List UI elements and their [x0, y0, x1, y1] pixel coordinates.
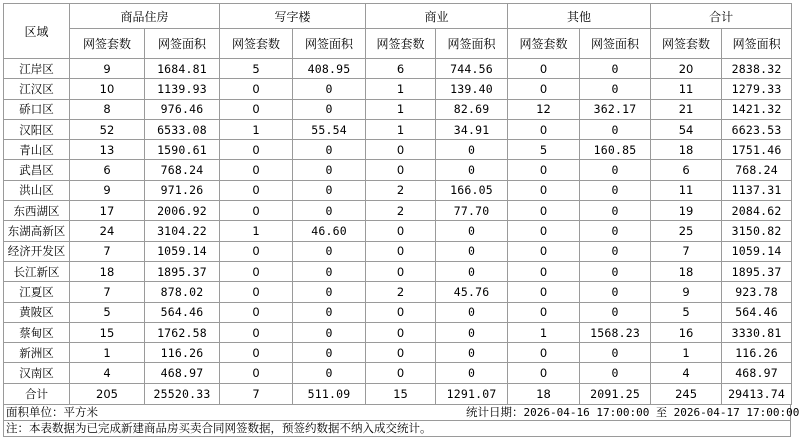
- cell-residential-area: 1895.37: [145, 261, 220, 281]
- stat-date: [466, 405, 799, 420]
- cell-total-area: 3330.81: [722, 322, 792, 342]
- cell-total-area: 3150.82: [722, 221, 792, 241]
- table-row: [4, 180, 792, 200]
- cell-commercial-area: 0: [436, 140, 508, 160]
- cell-office-count: 0: [220, 180, 293, 200]
- cell-other-area: 0: [580, 201, 651, 221]
- cell-commercial-area: 77.70: [436, 201, 508, 221]
- cell-total-area: 1895.37: [722, 261, 792, 281]
- district-name: 江汉区: [4, 79, 70, 99]
- group-header-residential: 商品住房: [70, 4, 220, 29]
- cell-other-area: 160.85: [580, 140, 651, 160]
- cell-commercial-area: 0: [436, 261, 508, 281]
- cell-office-area: 0: [293, 363, 366, 383]
- cell-residential-area: 768.24: [145, 160, 220, 180]
- cell-office-area: 511.09: [293, 383, 366, 404]
- cell-other-count: 0: [508, 302, 580, 322]
- cell-residential-area: 468.97: [145, 363, 220, 383]
- cell-office-area: 0: [293, 241, 366, 261]
- cell-office-count: 0: [220, 302, 293, 322]
- cell-residential-count: 24: [70, 221, 145, 241]
- total-row: [4, 383, 792, 404]
- sub-header-count: 网签套数: [220, 29, 293, 59]
- cell-residential-count: 7: [70, 282, 145, 302]
- district-name: 长江新区: [4, 261, 70, 281]
- cell-residential-area: 116.26: [145, 343, 220, 363]
- cell-other-area: 0: [580, 302, 651, 322]
- cell-residential-area: 971.26: [145, 180, 220, 200]
- cell-office-count: 0: [220, 201, 293, 221]
- table-row: [4, 343, 792, 363]
- cell-office-area: 0: [293, 343, 366, 363]
- cell-commercial-area: 0: [436, 363, 508, 383]
- table-row: [4, 261, 792, 281]
- sub-header-area: 网签面积: [436, 29, 508, 59]
- cell-office-count: 0: [220, 282, 293, 302]
- cell-other-area: 362.17: [580, 99, 651, 119]
- cell-residential-count: 13: [70, 140, 145, 160]
- cell-residential-count: 205: [70, 383, 145, 404]
- cell-commercial-count: 2: [366, 201, 436, 221]
- cell-office-count: 0: [220, 261, 293, 281]
- cell-commercial-area: 1291.07: [436, 383, 508, 404]
- cell-total-area: 768.24: [722, 160, 792, 180]
- cell-total-area: 116.26: [722, 343, 792, 363]
- cell-other-area: 0: [580, 343, 651, 363]
- table-row: [4, 119, 792, 139]
- cell-other-count: 0: [508, 363, 580, 383]
- cell-commercial-count: 0: [366, 322, 436, 342]
- cell-total-count: 6: [651, 160, 722, 180]
- cell-total-count: 21: [651, 99, 722, 119]
- district-name: 黄陂区: [4, 302, 70, 322]
- cell-total-count: 18: [651, 261, 722, 281]
- cell-commercial-count: 0: [366, 302, 436, 322]
- cell-residential-area: 2006.92: [145, 201, 220, 221]
- cell-other-count: 0: [508, 201, 580, 221]
- note-row: [3, 421, 791, 437]
- cell-other-count: 0: [508, 261, 580, 281]
- unit-row: [3, 404, 800, 421]
- area-unit-label: 面积单位：平方米: [6, 404, 98, 419]
- cell-commercial-count: 0: [366, 343, 436, 363]
- district-name: 汉南区: [4, 363, 70, 383]
- cell-total-count: 5: [651, 302, 722, 322]
- cell-residential-count: 17: [70, 201, 145, 221]
- cell-total-area: 29413.74: [722, 383, 792, 404]
- cell-commercial-area: 0: [436, 221, 508, 241]
- cell-total-area: 1421.32: [722, 99, 792, 119]
- cell-other-count: 0: [508, 160, 580, 180]
- table-body: [4, 59, 792, 405]
- cell-residential-count: 18: [70, 261, 145, 281]
- cell-office-count: 7: [220, 383, 293, 404]
- district-name: 东西湖区: [4, 201, 70, 221]
- cell-residential-count: 6: [70, 160, 145, 180]
- cell-office-count: 0: [220, 160, 293, 180]
- cell-other-area: 0: [580, 363, 651, 383]
- cell-residential-area: 878.02: [145, 282, 220, 302]
- cell-other-area: 2091.25: [580, 383, 651, 404]
- cell-office-area: 0: [293, 160, 366, 180]
- stat-date-range: 2026-04-16 17:00:00 至 2026-04-17 17:00:00: [523, 405, 800, 419]
- cell-office-count: 1: [220, 119, 293, 139]
- district-name: 经济开发区: [4, 241, 70, 261]
- cell-other-count: 5: [508, 140, 580, 160]
- cell-commercial-area: 45.76: [436, 282, 508, 302]
- cell-commercial-count: 15: [366, 383, 436, 404]
- cell-other-area: 0: [580, 160, 651, 180]
- cell-residential-area: 1059.14: [145, 241, 220, 261]
- district-name: 洪山区: [4, 180, 70, 200]
- cell-commercial-count: 2: [366, 282, 436, 302]
- cell-office-area: 0: [293, 180, 366, 200]
- cell-commercial-area: 166.05: [436, 180, 508, 200]
- cell-office-count: 0: [220, 322, 293, 342]
- table-row: [4, 99, 792, 119]
- header-row-groups: [4, 4, 792, 29]
- district-name: 江夏区: [4, 282, 70, 302]
- sub-header-area: 网签面积: [145, 29, 220, 59]
- cell-total-count: 54: [651, 119, 722, 139]
- cell-office-area: 0: [293, 201, 366, 221]
- district-header: 区域: [4, 4, 70, 59]
- table-row: [4, 302, 792, 322]
- cell-total-area: 1751.46: [722, 140, 792, 160]
- cell-residential-count: 8: [70, 99, 145, 119]
- cell-commercial-count: 0: [366, 261, 436, 281]
- cell-total-count: 9: [651, 282, 722, 302]
- cell-commercial-count: 1: [366, 79, 436, 99]
- sub-header-count: 网签套数: [508, 29, 580, 59]
- cell-commercial-count: 6: [366, 59, 436, 79]
- table-note: 注：本表数据为已完成新建商品房买卖合同网签数据，预签约数据不纳入成交统计。: [6, 420, 432, 435]
- cell-total-area: 923.78: [722, 282, 792, 302]
- cell-residential-count: 52: [70, 119, 145, 139]
- cell-other-count: 1: [508, 322, 580, 342]
- cell-residential-area: 1139.93: [145, 79, 220, 99]
- cell-residential-area: 1762.58: [145, 322, 220, 342]
- cell-other-area: 1568.23: [580, 322, 651, 342]
- sub-header-count: 网签套数: [651, 29, 722, 59]
- cell-total-area: 468.97: [722, 363, 792, 383]
- sales-table: [3, 3, 792, 405]
- district-name: 硚口区: [4, 99, 70, 119]
- stat-date-label: 统计日期：: [466, 404, 524, 419]
- cell-other-count: 12: [508, 99, 580, 119]
- cell-commercial-area: 0: [436, 343, 508, 363]
- cell-commercial-area: 82.69: [436, 99, 508, 119]
- cell-commercial-area: 0: [436, 241, 508, 261]
- cell-total-count: 19: [651, 201, 722, 221]
- cell-office-count: 0: [220, 79, 293, 99]
- group-header-office: 写字楼: [220, 4, 366, 29]
- cell-total-area: 1137.31: [722, 180, 792, 200]
- cell-office-count: 0: [220, 241, 293, 261]
- cell-office-area: 0: [293, 302, 366, 322]
- cell-commercial-area: 0: [436, 160, 508, 180]
- cell-total-count: 245: [651, 383, 722, 404]
- cell-total-area: 2838.32: [722, 59, 792, 79]
- cell-commercial-area: 0: [436, 302, 508, 322]
- header-row-sub: [4, 29, 792, 59]
- cell-office-area: 0: [293, 140, 366, 160]
- cell-other-count: 0: [508, 119, 580, 139]
- cell-total-area: 564.46: [722, 302, 792, 322]
- cell-residential-area: 1684.81: [145, 59, 220, 79]
- cell-office-area: 408.95: [293, 59, 366, 79]
- table-row: [4, 241, 792, 261]
- cell-residential-area: 6533.08: [145, 119, 220, 139]
- cell-other-count: 0: [508, 241, 580, 261]
- cell-total-area: 1279.33: [722, 79, 792, 99]
- cell-residential-area: 976.46: [145, 99, 220, 119]
- cell-other-area: 0: [580, 180, 651, 200]
- cell-residential-count: 15: [70, 322, 145, 342]
- cell-commercial-area: 139.40: [436, 79, 508, 99]
- cell-office-area: 0: [293, 322, 366, 342]
- cell-other-area: 0: [580, 79, 651, 99]
- table-row: [4, 59, 792, 79]
- table-row: [4, 79, 792, 99]
- district-name: 江岸区: [4, 59, 70, 79]
- district-name: 新洲区: [4, 343, 70, 363]
- cell-residential-area: 3104.22: [145, 221, 220, 241]
- sub-header-count: 网签套数: [366, 29, 436, 59]
- district-name: 蔡甸区: [4, 322, 70, 342]
- group-header-commercial: 商业: [366, 4, 508, 29]
- cell-commercial-count: 0: [366, 221, 436, 241]
- cell-total-area: 6623.53: [722, 119, 792, 139]
- cell-residential-area: 25520.33: [145, 383, 220, 404]
- cell-total-count: 11: [651, 180, 722, 200]
- table-row: [4, 363, 792, 383]
- total-label: 合计: [4, 383, 70, 404]
- cell-total-count: 16: [651, 322, 722, 342]
- sub-header-count: 网签套数: [70, 29, 145, 59]
- cell-commercial-count: 0: [366, 363, 436, 383]
- district-name: 青山区: [4, 140, 70, 160]
- district-name: 东湖高新区: [4, 221, 70, 241]
- sub-header-area: 网签面积: [293, 29, 366, 59]
- cell-office-count: 5: [220, 59, 293, 79]
- cell-office-count: 0: [220, 140, 293, 160]
- cell-commercial-area: 744.56: [436, 59, 508, 79]
- table-row: [4, 221, 792, 241]
- group-header-other: 其他: [508, 4, 651, 29]
- sub-header-area: 网签面积: [722, 29, 792, 59]
- cell-total-count: 4: [651, 363, 722, 383]
- cell-total-count: 1: [651, 343, 722, 363]
- cell-commercial-area: 34.91: [436, 119, 508, 139]
- cell-office-count: 0: [220, 99, 293, 119]
- cell-other-area: 0: [580, 119, 651, 139]
- table-row: [4, 282, 792, 302]
- cell-office-area: 55.54: [293, 119, 366, 139]
- cell-commercial-count: 0: [366, 241, 436, 261]
- cell-office-area: 0: [293, 282, 366, 302]
- sub-header-area: 网签面积: [580, 29, 651, 59]
- table-row: [4, 201, 792, 221]
- cell-residential-count: 4: [70, 363, 145, 383]
- cell-commercial-count: 2: [366, 180, 436, 200]
- cell-residential-count: 9: [70, 59, 145, 79]
- cell-other-count: 0: [508, 59, 580, 79]
- cell-other-count: 0: [508, 221, 580, 241]
- table-row: [4, 160, 792, 180]
- district-name: 武昌区: [4, 160, 70, 180]
- cell-total-count: 20: [651, 59, 722, 79]
- cell-other-area: 0: [580, 221, 651, 241]
- cell-residential-count: 5: [70, 302, 145, 322]
- table-row: [4, 140, 792, 160]
- cell-total-area: 1059.14: [722, 241, 792, 261]
- cell-residential-count: 7: [70, 241, 145, 261]
- cell-office-count: 1: [220, 221, 293, 241]
- cell-other-area: 0: [580, 261, 651, 281]
- cell-office-area: 0: [293, 99, 366, 119]
- cell-residential-count: 1: [70, 343, 145, 363]
- cell-other-count: 0: [508, 343, 580, 363]
- cell-residential-count: 9: [70, 180, 145, 200]
- cell-other-area: 0: [580, 282, 651, 302]
- cell-office-area: 0: [293, 261, 366, 281]
- cell-commercial-count: 0: [366, 160, 436, 180]
- table-row: [4, 322, 792, 342]
- cell-commercial-count: 1: [366, 119, 436, 139]
- cell-other-count: 0: [508, 282, 580, 302]
- group-header-total: 合计: [651, 4, 792, 29]
- cell-commercial-count: 1: [366, 99, 436, 119]
- cell-residential-area: 564.46: [145, 302, 220, 322]
- cell-commercial-count: 0: [366, 140, 436, 160]
- cell-office-count: 0: [220, 343, 293, 363]
- cell-total-count: 7: [651, 241, 722, 261]
- sales-report-sheet: [3, 3, 800, 437]
- cell-residential-count: 10: [70, 79, 145, 99]
- cell-other-count: 0: [508, 79, 580, 99]
- cell-office-area: 0: [293, 79, 366, 99]
- cell-office-area: 46.60: [293, 221, 366, 241]
- cell-office-count: 0: [220, 363, 293, 383]
- cell-other-count: 0: [508, 180, 580, 200]
- cell-other-area: 0: [580, 59, 651, 79]
- cell-total-area: 2084.62: [722, 201, 792, 221]
- cell-other-area: 0: [580, 241, 651, 261]
- cell-residential-area: 1590.61: [145, 140, 220, 160]
- cell-total-count: 25: [651, 221, 722, 241]
- district-name: 汉阳区: [4, 119, 70, 139]
- cell-total-count: 18: [651, 140, 722, 160]
- cell-other-count: 18: [508, 383, 580, 404]
- cell-total-count: 11: [651, 79, 722, 99]
- cell-commercial-area: 0: [436, 322, 508, 342]
